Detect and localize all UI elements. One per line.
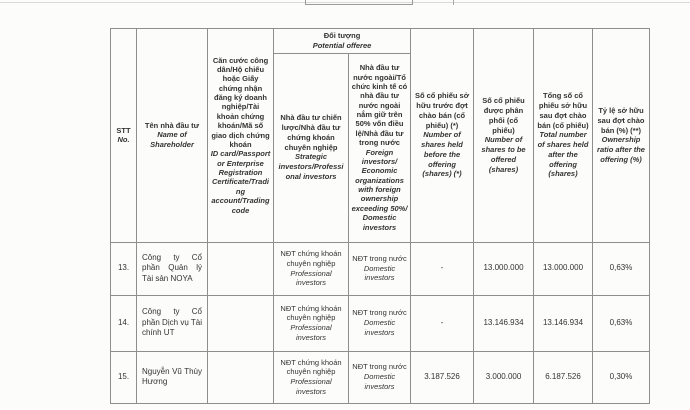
- header-potential-offeree-en: Potential offeree: [312, 40, 372, 50]
- cell-domestic-type: [349, 351, 411, 403]
- cell-ownership-ratio: 0,30%: [593, 351, 650, 403]
- header-foreign-domestic-investors-en: Foreign investors/ Economic organizations with foreign ownership exceeding 50%/ Domestic investors: [351, 147, 408, 232]
- header-ownership-ratio-en: Ownership ratio after the offering (%): [597, 135, 645, 164]
- header-shares-offered-vi: Số cổ phiếu được phân phối (cổ phiếu): [482, 96, 525, 135]
- cell-shares-before: 3.187.526: [411, 351, 474, 403]
- cell-domestic-type-en: Domestic investors: [363, 263, 396, 283]
- header-shares-total: [534, 29, 593, 243]
- cell-domestic-type: [349, 242, 411, 295]
- cell-stt: 14.: [111, 295, 137, 351]
- cell-domestic-type-vi: NĐT trong nước: [352, 308, 407, 318]
- cell-domestic-type: [349, 295, 411, 351]
- cell-strategic-type-en: Professional investors: [290, 377, 332, 396]
- cell-strategic-type: [274, 242, 349, 295]
- header-ownership-ratio-vi: Tỷ lệ sở hữu sau đợt chào bán (%) (**): [597, 106, 645, 135]
- cell-strategic-type-vi: NĐT chứng khoán chuyên nghiệp: [280, 357, 342, 377]
- cell-shareholder-name: Công ty Cổ phần Dịch vụ Tài chính UT: [137, 295, 208, 351]
- cell-shares-offered: 13.000.000: [474, 242, 534, 295]
- header-strategic-investors-en: Strategic investors/Professional investors: [278, 152, 344, 181]
- cell-strategic-type: [274, 351, 349, 403]
- header-potential-offeree-vi: Đối tượng: [323, 31, 361, 40]
- header-shares-before: [411, 29, 474, 243]
- header-stt-vi: STT: [116, 125, 131, 135]
- cell-domestic-type-en: Domestic investors: [363, 372, 396, 391]
- header-shares-total-en: Total number of shares held after the offering (shares): [537, 130, 589, 179]
- header-shares-offered-en: Number of shares to be offered (shares): [481, 135, 526, 174]
- header-name: [137, 29, 208, 243]
- scan-cutoff-table-above: [305, 0, 413, 5]
- cell-ownership-ratio: 0,63%: [593, 242, 650, 295]
- cell-shares-offered: 13.146.934: [474, 295, 534, 351]
- header-stt-en: No.: [117, 135, 130, 145]
- header-shares-before-en: Number of shares held before the offering (shares) (*): [421, 130, 463, 179]
- cell-shareholder-name: Công ty Cổ phần Quản lý Tài sản NOYA: [137, 242, 208, 295]
- cell-strategic-type-en: Professional investors: [290, 323, 332, 342]
- cell-shares-total: 6.187.526: [534, 351, 593, 403]
- header-id-document: [208, 29, 274, 243]
- header-ownership-ratio: [593, 29, 650, 243]
- header-name-en: Name of Shareholder: [150, 130, 194, 150]
- cell-shareholder-name: Nguyễn Vũ Thùy Hương: [137, 351, 208, 403]
- scan-cutoff-tick: [453, 0, 454, 5]
- header-shares-total-vi: Tổng số cổ phiếu sở hữu sau đợt chào bán (cổ phiếu): [537, 91, 589, 130]
- header-strategic-investors: [274, 53, 349, 242]
- cell-strategic-type-en: Professional investors: [290, 268, 332, 288]
- cell-stt: 13.: [111, 242, 137, 295]
- cell-shares-total: 13.146.934: [534, 295, 593, 351]
- header-shares-before-vi: Số cổ phiếu sở hữu trước đợt chào bán (cổ phiếu) (*): [414, 91, 470, 130]
- header-foreign-domestic-investors-vi: Nhà đầu tư nước ngoài/Tổ chức kinh tế có nhà đầu tư nước ngoài nắm giữ trên 50% vốn điều lệ/Nhà đầu tư trong nước: [351, 63, 408, 148]
- cell-domestic-type-vi: NĐT trong nước: [352, 253, 407, 263]
- cell-shares-before: -: [411, 295, 474, 351]
- header-name-vi: Tên nhà đầu tư: [144, 120, 200, 130]
- header-foreign-domestic-investors: [349, 53, 411, 242]
- cell-strategic-type: [274, 295, 349, 351]
- header-id-document-vi: Căn cước công dân/Hộ chiếu hoặc Giấy chứng nhận đăng ký doanh nghiệp/Tài khoản chứng khoán/Mã số giao dịch chứng khoán: [211, 55, 270, 149]
- cell-id-document: [208, 242, 274, 295]
- shareholder-allocation-table: [110, 28, 650, 404]
- cell-domestic-type-vi: NĐT trong nước: [352, 362, 407, 372]
- header-id-document-en: ID card/Passport or Enterprise Registration Certificate/Trading account/Trading code: [210, 149, 271, 215]
- cell-strategic-type-vi: NĐT chứng khoán chuyên nghiệp: [280, 303, 342, 323]
- table-row-13: [111, 242, 650, 295]
- cell-stt: 15.: [111, 351, 137, 403]
- header-potential-offeree: [274, 29, 411, 54]
- cell-id-document: [208, 295, 274, 351]
- cell-shares-total: 13.000.000: [534, 242, 593, 295]
- table-row-14: [111, 295, 650, 351]
- cell-ownership-ratio: 0,63%: [593, 295, 650, 351]
- header-shares-offered: [474, 29, 534, 243]
- cell-id-document: [208, 351, 274, 403]
- cell-strategic-type-vi: NĐT chứng khoán chuyên nghiệp: [280, 249, 342, 268]
- cell-domestic-type-en: Domestic investors: [363, 318, 396, 337]
- table-row-15: [111, 351, 650, 403]
- header-strategic-investors-vi: Nhà đầu tư chiến lược/Nhà đầu tư chứng khoán chuyên nghiệp: [280, 113, 342, 152]
- cell-shares-before: -: [411, 242, 474, 295]
- cell-shares-offered: 3.000.000: [474, 351, 534, 403]
- header-stt: [111, 29, 137, 243]
- header-row-group: [111, 29, 650, 54]
